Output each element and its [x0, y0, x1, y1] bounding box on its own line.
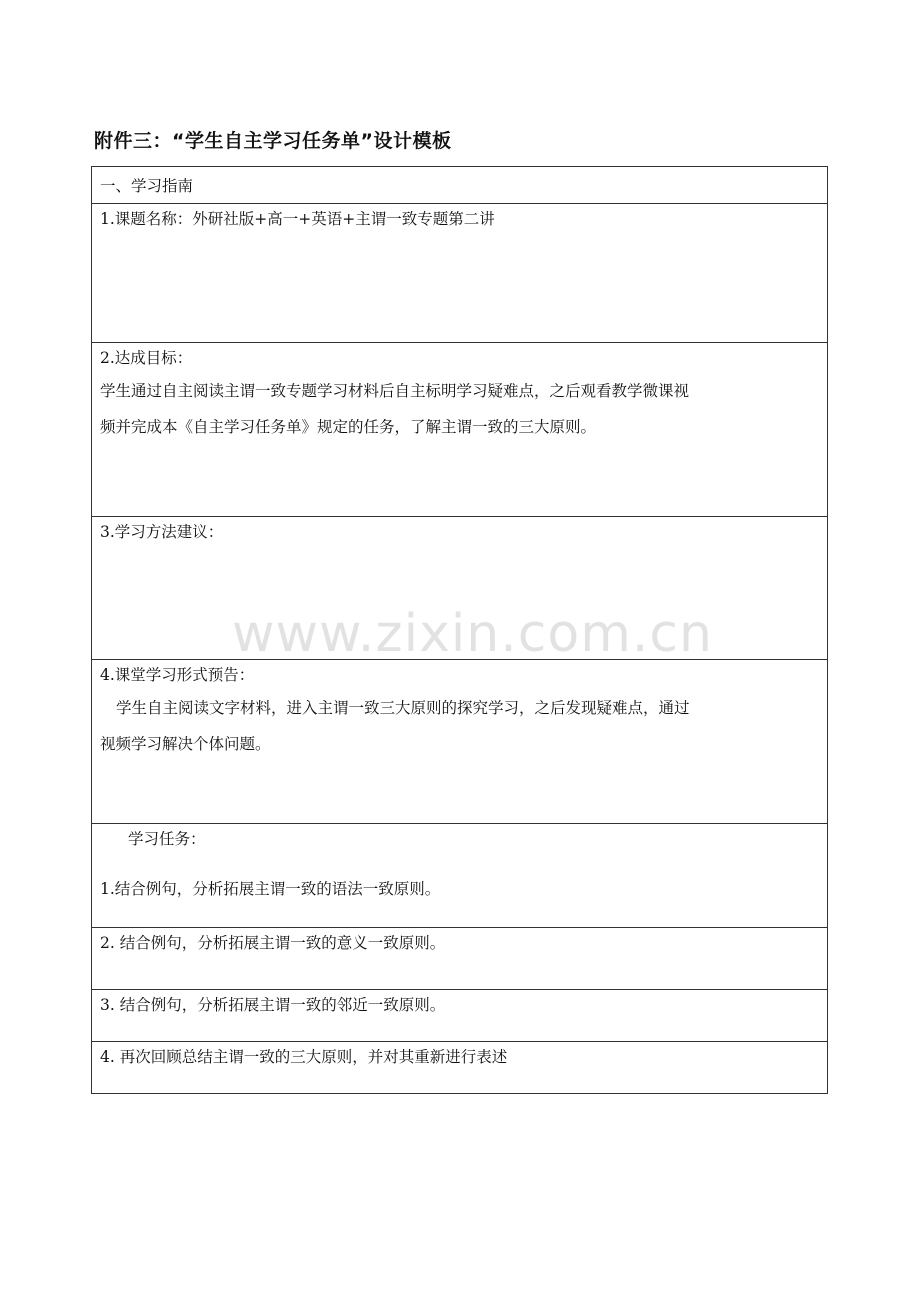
- method-label: 3.学习方法建议：: [100, 523, 224, 541]
- preview-text-line: 视频学习解决个体问题。: [100, 735, 271, 753]
- table-row: [92, 1042, 828, 1094]
- goal-label: 2.达成目标：: [100, 349, 193, 367]
- task-3: 3. 结合例句，分析拓展主谓一致的邻近一致原则。: [100, 996, 446, 1014]
- task-4: 4. 再次回顾总结主谓一致的三大原则，并对其重新进行表述: [100, 1048, 508, 1066]
- table-row: [92, 928, 828, 990]
- task-2: 2. 结合例句，分析拓展主谓一致的意义一致原则。: [100, 934, 446, 952]
- task-4-cell: [92, 1042, 828, 1094]
- watermark: www.zixin.com.cn: [232, 604, 713, 664]
- preview-text-line: 学生自主阅读文字材料，进入主谓一致三大原则的探究学习，之后发现疑难点，通过: [116, 699, 690, 717]
- table-row: [92, 824, 828, 928]
- task-1: 1.结合例句，分析拓展主谓一致的语法一致原则。: [100, 880, 441, 898]
- table-row: [92, 517, 828, 660]
- preview-text: [100, 690, 819, 762]
- table-row: [92, 343, 828, 517]
- table-row: [92, 204, 828, 343]
- tasks-label: 学习任务：: [128, 830, 206, 848]
- goal-text-line: 频并完成本《自主学习任务单》规定的任务，了解主谓一致的三大原则。: [100, 418, 597, 436]
- table-row: [92, 167, 828, 204]
- task-sheet-table: [91, 166, 828, 1094]
- guide-header: 一、学习指南: [100, 177, 194, 195]
- goal-text: [100, 373, 819, 445]
- goal-cell: [92, 343, 828, 517]
- document-title: 附件三：“学生自主学习任务单”设计模板: [94, 130, 452, 152]
- topic-cell: [92, 204, 828, 343]
- topic-text: 1.课题名称：外研社版+高一+英语+主谓一致专题第二讲: [100, 210, 495, 228]
- table-row: [92, 990, 828, 1042]
- method-cell: [92, 517, 828, 660]
- table-row: [92, 660, 828, 824]
- guide-header-cell: [92, 167, 828, 204]
- task-3-cell: [92, 990, 828, 1042]
- preview-cell: [92, 660, 828, 824]
- tasks-cell: [92, 824, 828, 928]
- preview-label: 4.课堂学习形式预告：: [100, 666, 255, 684]
- goal-text-line: 学生通过自主阅读主谓一致专题学习材料后自主标明学习疑难点，之后观看教学微课视: [100, 382, 690, 400]
- task-2-cell: [92, 928, 828, 990]
